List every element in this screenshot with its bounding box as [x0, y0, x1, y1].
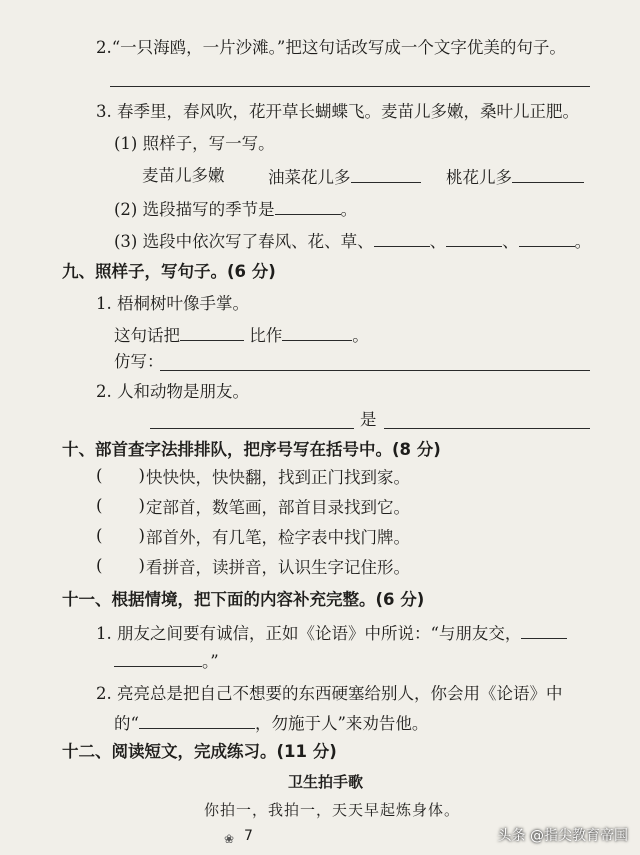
question-3-part-1: (1) 照样子，写一写。	[114, 134, 275, 153]
answer-paren-2[interactable]	[96, 496, 145, 515]
question-3-part-2	[114, 196, 357, 222]
section-11-heading: 十一、根据情境，把下面的内容补充完整。(6 分)	[62, 590, 425, 609]
answer-paren-4[interactable]	[96, 556, 145, 575]
answer-line-subject[interactable]	[150, 428, 354, 429]
paren-close: )	[138, 466, 145, 485]
watermark: 头条 @指尖教育帝国	[497, 828, 628, 844]
sentence-frame	[114, 322, 369, 348]
item-1-end: 。”	[202, 652, 219, 671]
blank-frame-b[interactable]	[282, 322, 352, 341]
section-10-heading: 十、部首查字法排排队，把序号写在括号中。(8 分)	[62, 440, 441, 459]
period: 。	[340, 200, 358, 219]
answer-paren-3[interactable]	[96, 526, 145, 545]
item-2-post: ，勿施于人”来劝告他。	[254, 714, 429, 733]
answer-line-imitate[interactable]	[160, 370, 590, 371]
method-item-3: 部首外，有几笔，检字表中找门牌。	[146, 528, 410, 547]
paren-open: (	[96, 556, 103, 575]
poem-line-1: 你拍一，我拍一，天天早起炼身体。	[204, 801, 461, 819]
blank-3c[interactable]	[519, 228, 575, 247]
is-word: 是	[360, 410, 377, 429]
section-12-heading: 十二、阅读短文，完成练习。(11 分)	[62, 742, 337, 761]
answer-line-q2[interactable]	[110, 86, 590, 87]
item-2-pre: 的“	[114, 714, 139, 733]
reading-title: 卫生拍手歌	[288, 773, 364, 791]
method-item-2: 定部首，数笔画，部首目录找到它。	[146, 498, 410, 517]
phrase-2-text: 油菜花儿多	[268, 168, 351, 187]
paren-open: (	[96, 526, 103, 545]
question-3-part-3	[114, 228, 591, 254]
question-3: 3. 春季里，春风吹，花开草长蝴蝶飞。麦苗儿多嫩，桑叶儿正肥。	[96, 102, 579, 121]
section-11-item-1	[96, 620, 567, 646]
section-11-item-2-cont	[114, 710, 428, 736]
blank-analects-b[interactable]	[114, 648, 202, 667]
frame-pre-text: 这句话把	[114, 326, 180, 345]
blank-phrase-3[interactable]	[512, 164, 584, 183]
blank-frame-a[interactable]	[180, 322, 244, 341]
page-number: 7	[244, 828, 253, 844]
answer-paren-1[interactable]	[96, 466, 145, 485]
blank-season[interactable]	[275, 196, 341, 215]
phrase-3	[446, 164, 584, 190]
paren-close: )	[138, 526, 145, 545]
answer-line-predicate[interactable]	[384, 428, 590, 429]
imitate-label: 仿写：	[114, 352, 164, 371]
paren-open: (	[96, 496, 103, 515]
method-item-1: 快快快，快快翻，找到正门找到家。	[146, 468, 410, 487]
blank-3a[interactable]	[374, 228, 430, 247]
section-9-heading: 九、照样子，写句子。(6 分)	[62, 262, 276, 281]
section-11-item-1-cont	[114, 648, 219, 674]
method-item-4: 看拼音，读拼音，认识生字记住形。	[146, 558, 410, 577]
blank-3b[interactable]	[446, 228, 502, 247]
question-2: 2.“一只海鸥，一片沙滩。”把这句话改写成一个文字优美的句子。	[96, 38, 566, 57]
phrase-3-text: 桃花儿多	[446, 168, 512, 187]
item-1-text: 1. 朋友之间要有诚信，正如《论语》中所说：“与朋友交，	[96, 624, 522, 643]
part-2-text: (2) 选段描写的季节是	[114, 200, 275, 219]
section-9-item-2: 2. 人和动物是朋友。	[96, 382, 249, 401]
blank-analects-c[interactable]	[139, 710, 255, 729]
paren-close: )	[138, 556, 145, 575]
period: 。	[352, 326, 369, 345]
section-11-item-2: 2. 亮亮总是把自己不想要的东西硬塞给别人，你会用《论语》中	[96, 684, 563, 703]
blank-analects-a[interactable]	[521, 620, 567, 639]
example-phrase: 麦苗儿多嫩	[142, 166, 225, 185]
section-9-item-1: 1. 梧桐树叶像手掌。	[96, 294, 249, 313]
part-3-text: (3) 选段中依次写了春风、花、草、	[114, 232, 374, 251]
blank-phrase-2[interactable]	[351, 164, 421, 183]
phrase-2	[268, 164, 421, 190]
flower-ornament-icon: ❀	[224, 832, 235, 846]
paren-close: )	[138, 496, 145, 515]
period: 。	[574, 232, 592, 251]
frame-mid-text: 比作	[249, 326, 283, 345]
comma: 、	[429, 232, 447, 251]
paren-open: (	[96, 466, 103, 485]
comma: 、	[502, 232, 519, 251]
